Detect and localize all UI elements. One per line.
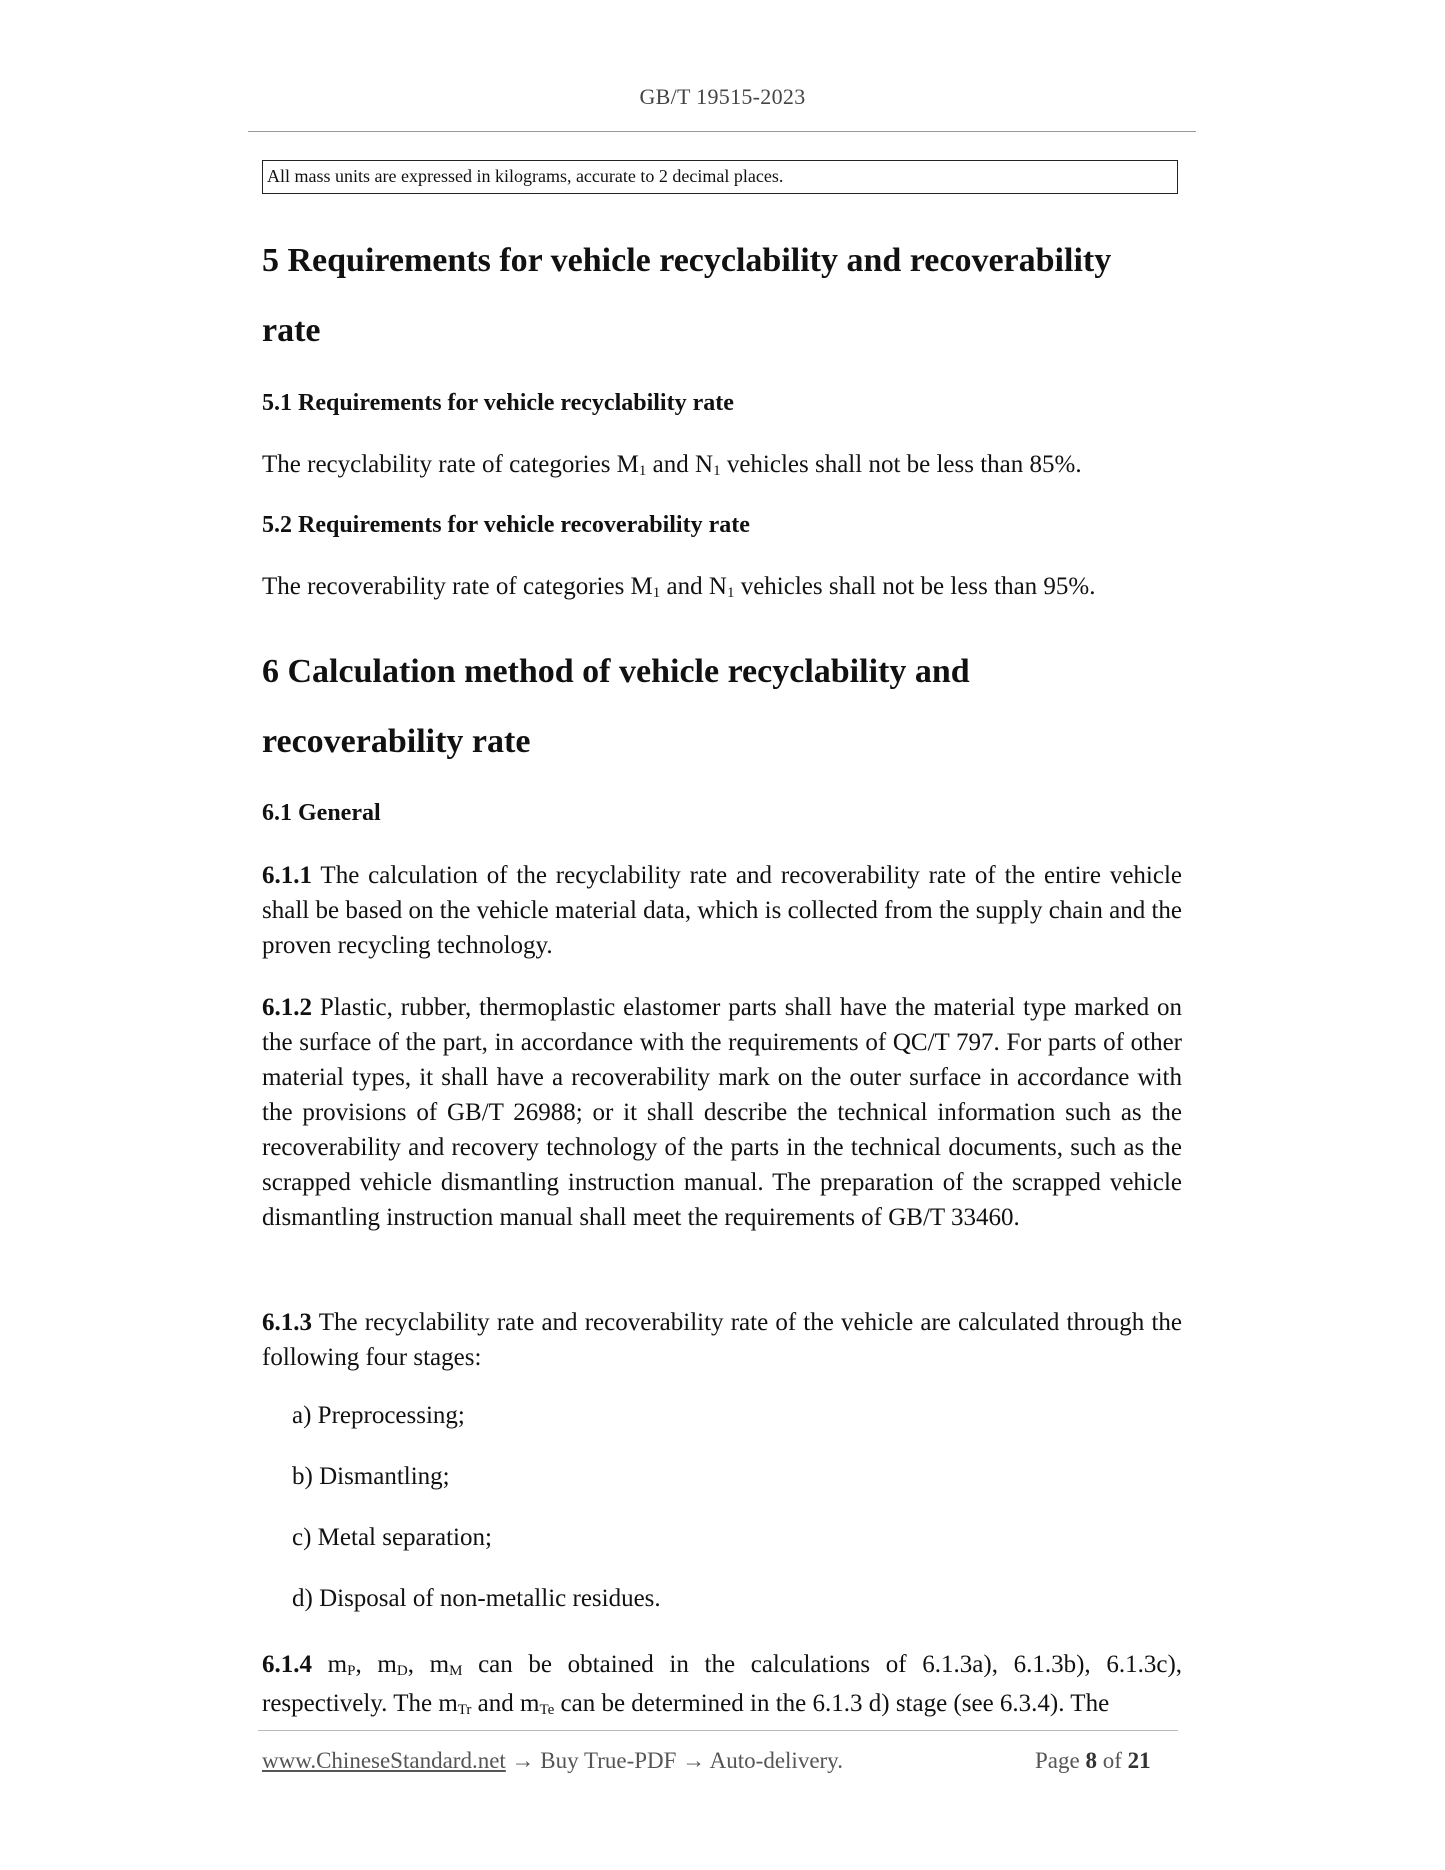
clause-6-1-1-paragraph <box>262 858 1182 963</box>
clause-text: can be determined in the 6.1.3 d) stage (see 6.3.4). The <box>554 1690 1110 1717</box>
clause-number: 6.1.1 <box>262 862 312 889</box>
section-5-2-text <box>262 569 1182 608</box>
section-5-heading <box>262 226 1182 366</box>
section-5-2-paragraph <box>262 569 1182 608</box>
list-item: c) Metal separation; <box>292 1524 492 1551</box>
clause-text: Plastic, rubber, thermoplastic elastomer parts shall have the material type marked on the surface of the part, in accordance with the requirements of QC/T 797. For parts of other material types, it shall have a recoverability mark on the outer surface in accordance with the provisions of GB/T 26988; or it shall describe the technical information such as the recoverability and recovery technology of the parts in the technical documents, such as the scrapped vehicle dismantling instruction manual. The preparation of the scrapped vehicle dismantling instruction manual shall meet the requirements of GB/T 33460. <box>262 994 1182 1231</box>
clause-text: The calculation of the recyclability rate and recoverability rate of the entire vehicle shall be based on the vehicle material data, which is collected from the supply chain and the proven recycling technology. <box>262 862 1182 959</box>
section-5-title-line2: rate <box>262 312 321 349</box>
symbol-m: m <box>429 1651 450 1678</box>
symbol-m: m <box>520 1690 540 1717</box>
section-5-1-paragraph <box>262 447 1182 486</box>
buy-true-pdf-text: Buy True-PDF <box>534 1748 683 1773</box>
page-label: Page <box>1035 1748 1080 1773</box>
subscript: M <box>449 1663 463 1679</box>
chinesestandard-link[interactable]: www.ChineseStandard.net <box>262 1748 506 1773</box>
text-run: The recoverability rate of categories M <box>262 573 653 600</box>
footer-divider <box>258 1730 1178 1731</box>
section-5-1-block <box>262 386 1182 420</box>
clause-6-1-2-paragraph <box>262 990 1182 1235</box>
arrow-right-icon: → <box>511 1748 535 1773</box>
text-run: and N <box>660 573 727 600</box>
text-run: , <box>355 1651 378 1678</box>
header-divider <box>248 131 1196 132</box>
text-run: , <box>407 1651 430 1678</box>
clause-6-1-3-paragraph <box>262 1305 1182 1375</box>
text-run: vehicles shall not be less than 85%. <box>720 451 1082 478</box>
clause-number: 6.1.3 <box>262 1309 312 1336</box>
list-item: b) Dismantling; <box>292 1463 450 1490</box>
section-5-2-title: 5.2 Requirements for vehicle recoverability rate <box>262 512 750 538</box>
clause-6-1-3 <box>262 1305 1182 1375</box>
list-item: d) Disposal of non-metallic residues. <box>292 1585 661 1612</box>
subscript: D <box>396 1663 408 1679</box>
total-pages: 21 <box>1127 1748 1151 1773</box>
section-6-title-line2: recoverability rate <box>262 723 531 760</box>
section-6-1-title: 6.1 General <box>262 800 381 826</box>
list-item: a) Preprocessing; <box>292 1402 465 1429</box>
section-5-2-block <box>262 508 1182 542</box>
subscript: 1 <box>726 585 735 601</box>
section-5-title-line1: 5 Requirements for vehicle recyclability and recoverability <box>262 242 1112 279</box>
clause-6-1-1 <box>262 858 1182 963</box>
text-run: The recyclability rate of categories M <box>262 451 639 478</box>
page-indicator <box>1035 1748 1151 1774</box>
current-page-number: 8 <box>1085 1748 1097 1773</box>
arrow-right-icon: → <box>682 1748 706 1773</box>
auto-delivery-text: Auto-delivery. <box>705 1748 843 1773</box>
section-6-title-line1: 6 Calculation method of vehicle recyclability and <box>262 653 970 690</box>
clause-text: The recyclability rate and recoverability rate of the vehicle are calculated through the following four stages: <box>262 1309 1182 1371</box>
symbol-m: m <box>438 1690 458 1717</box>
header-title: GB/T 19515-2023 <box>639 84 806 109</box>
clause-6-1-2 <box>262 990 1182 1235</box>
subscript: 1 <box>652 585 661 601</box>
subscript: 1 <box>713 463 721 479</box>
subscript: Tr <box>457 1702 472 1718</box>
footer-promo <box>262 1748 843 1774</box>
section-5-1-text <box>262 447 1182 486</box>
clause-number: 6.1.4 <box>262 1651 312 1678</box>
subscript: P <box>347 1663 356 1679</box>
symbol-m: m <box>377 1651 397 1678</box>
clause-number: 6.1.2 <box>262 994 312 1021</box>
subscript: Te <box>539 1702 555 1718</box>
text-run: and <box>471 1690 521 1717</box>
text-run: vehicles shall not be less than 95%. <box>734 573 1096 600</box>
subscript: 1 <box>638 463 647 479</box>
mass-units-notice: All mass units are expressed in kilograms, accurate to 2 decimal places. <box>262 160 1178 194</box>
clause-6-1-4-paragraph <box>262 1647 1182 1725</box>
section-6-1-block <box>262 796 1182 830</box>
section-5-1-title: 5.1 Requirements for vehicle recyclability rate <box>262 390 734 416</box>
clause-text: can be obtained in the calculations of 6.1.3a), 6.1.3b), 6.1.3c), respectively. The <box>262 1651 1183 1717</box>
symbol-m: m <box>327 1651 348 1678</box>
text-run: and N <box>646 451 714 478</box>
clause-6-1-4 <box>262 1647 1182 1725</box>
of-label: of <box>1102 1748 1122 1773</box>
section-6-heading <box>262 637 1182 777</box>
